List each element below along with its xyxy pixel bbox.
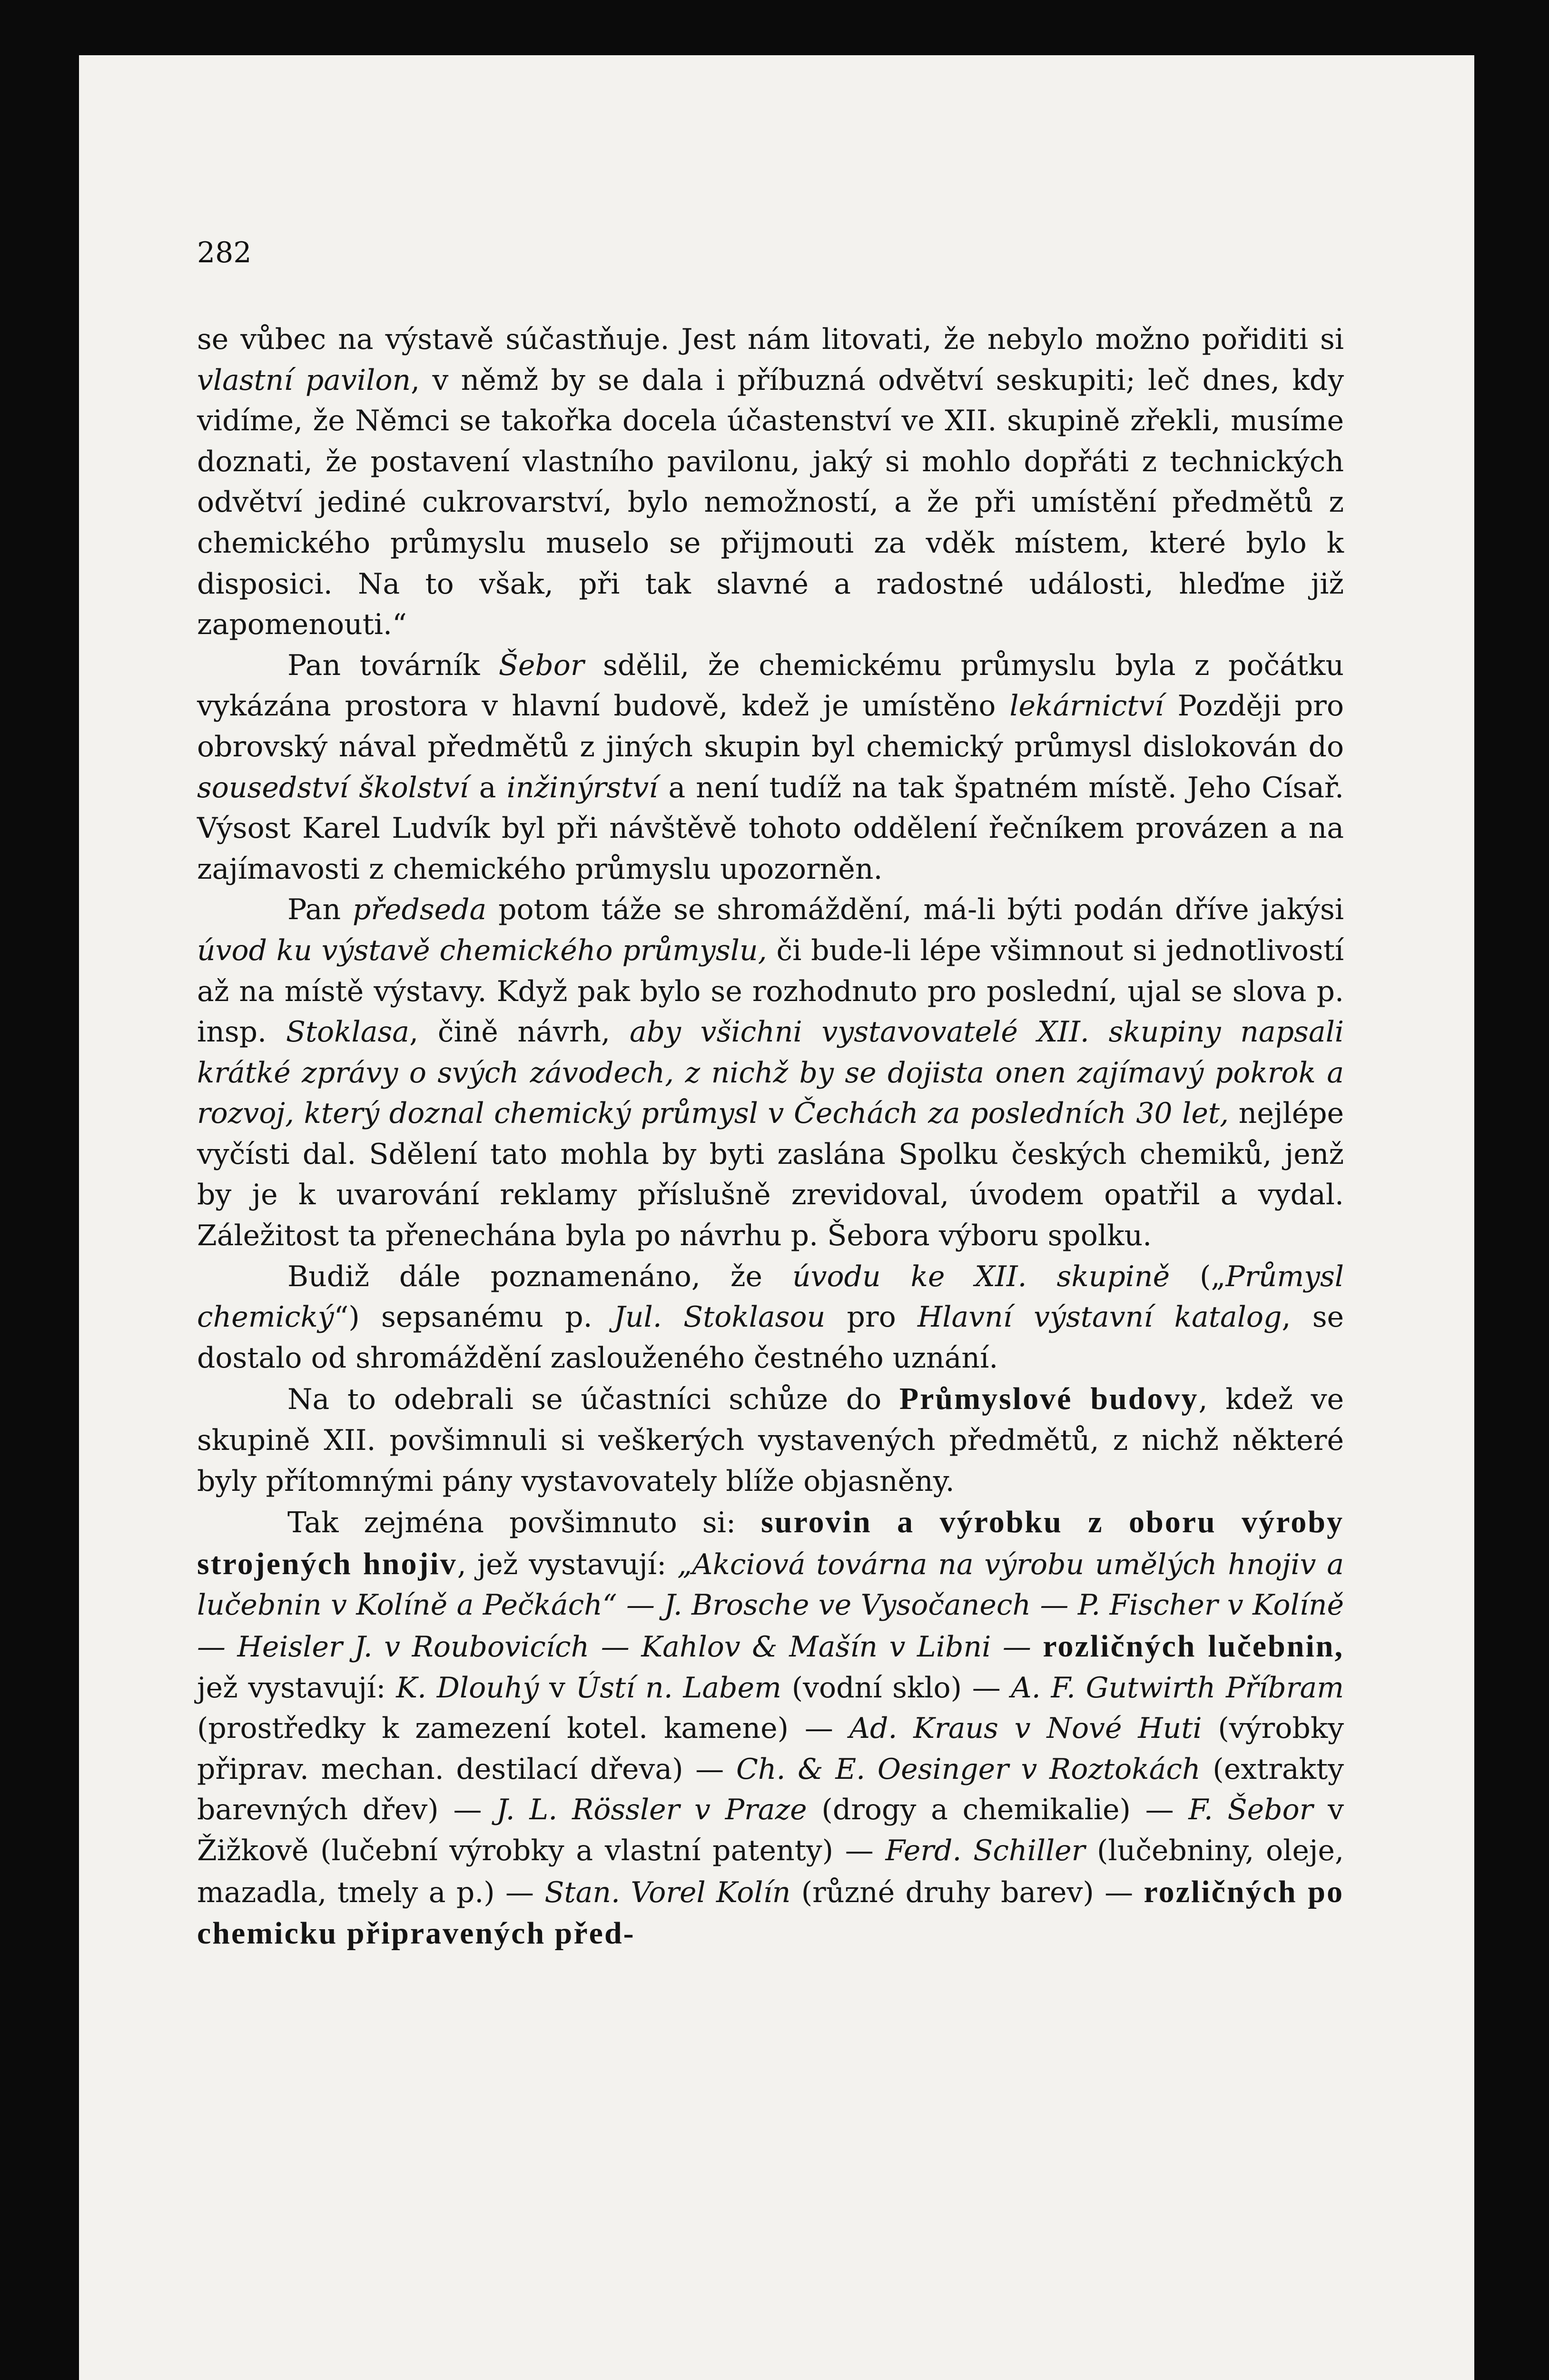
text-run: , čině návrh, [409, 1015, 630, 1049]
text-run: (drogy a chemikalie) — [807, 1793, 1189, 1827]
text-run: nejlépe vyčísti dal. Sdělení tato mohla by byti zaslána Spolku českých chemiků, jenž by je k uvarování reklamy příslušně zrevidoval, úvodem opatřil a vydal. Záležitost ta přenechána byla po návrhu p. Šebora výboru spolku. [197, 1097, 1344, 1253]
text-run: jež vystavují: [197, 1671, 396, 1705]
text-run: (prostředky k zamezení kotel. kamene) — [197, 1712, 849, 1745]
italic-text: předseda [352, 893, 487, 927]
italic-text: Hlavní výstavní katalog [917, 1300, 1282, 1334]
italic-text: Ad. Kraus v Nové Huti [849, 1712, 1202, 1745]
text-run: (různé druhy barev) — [790, 1875, 1144, 1909]
italic-text: J. L. Rössler v Praze [496, 1793, 807, 1827]
text-run: (vodní sklo) — [781, 1671, 1011, 1705]
text-run: Tak zejména povšimnuto si: [287, 1506, 761, 1540]
italic-text: vlastní pavilon [197, 363, 411, 397]
paragraph [197, 1257, 1344, 1379]
italic-text: Ferd. Schiller [885, 1834, 1085, 1867]
text-run: “) sepsanému p. [334, 1300, 614, 1334]
paragraph [197, 1378, 1344, 1502]
text-run: Na to odebrali se účastníci schůze do [287, 1383, 899, 1417]
text-run: , v němž by se dala i příbuzná odvětví seskupiti; leč dnes, kdy vidíme, že Němci se takořka docela účastenství ve XII. skupině zřekli, musíme doznati, že postavení vlastního pavilonu, jaký si mohlo dopřáti z technických odvětví jediné cukrovarství, bylo nemožností, a že při umístění předmětů z chemického průmyslu muselo se přijmouti za vděk místem, které bylo k disposici. Na to však, při tak slavné a radostné události, hleďme již zapomenouti.“ [197, 363, 1344, 642]
italic-text: Ústí n. Labem [575, 1671, 781, 1705]
text-run: (extrakty barevných dřev) — [197, 1752, 1344, 1827]
bold-text: Průmyslové budovy [899, 1381, 1199, 1417]
text-run: Budiž dále poznamenáno, že [287, 1259, 792, 1293]
text-run: se vůbec na výstavě súčastňuje. Jest nám litovati, že nebylo možno pořiditi si [197, 323, 1344, 356]
italic-text: K. Dlouhý [396, 1671, 539, 1705]
italic-text: Ch. & E. Oesinger v Roztokách [736, 1752, 1201, 1786]
text-run: (výrobky připrav. mechan. destilací dřeva) — [197, 1712, 1344, 1786]
text-run: potom táže se shromáždění, má-li býti podán dříve jakýsi [486, 893, 1344, 927]
italic-text: Stan. Vorel Kolín [544, 1875, 791, 1909]
text-run [1031, 1630, 1043, 1664]
text-run: , se dostalo od shromáždění zaslouženého čestného uznání. [197, 1300, 1344, 1375]
paragraph [197, 1502, 1344, 1955]
paragraph [197, 645, 1344, 890]
text-run: , kdež ve skupině XII. povšimnuli si veškerých vystavených předmětů, z nichž některé byly přítomnými pány vystavovately blíže objasněny. [197, 1383, 1344, 1498]
text-run: (lučebniny, oleje, mazadla, tmely a p.) — [197, 1834, 1344, 1909]
italic-text: „Akciová továrna na výrobu umělých hnojiv a lučebnin v Kolíně a Pečkách“ — J. Brosche ve Vysočanech — P. Fischer v Kolíně — Heisler J. v Roubovicích — Kahlov & Mašín v Libni — [197, 1547, 1344, 1664]
text-run: Později pro obrovský nával předmětů z jiných skupin byl chemický průmysl dislokován do [197, 689, 1344, 764]
italic-text: A. F. Gutwirth Příbram [1011, 1671, 1344, 1705]
italic-text: F. Šebor [1188, 1793, 1313, 1827]
text-run: a [468, 771, 507, 804]
italic-text: inžinýrství [506, 771, 658, 804]
text-run: a není tudíž na tak špatném místě. Jeho Císař. Výsost Karel Ludvík byl při návštěvě tohoto oddělení řečníkem provázen a na zajímavosti z chemického průmyslu upozorněn. [197, 771, 1344, 886]
italic-text: úvodu ke XII. skupině [792, 1259, 1170, 1293]
paragraph [197, 319, 1344, 645]
text-run: Pan továrník [287, 648, 499, 682]
text-run: , jež vystavují: [457, 1547, 678, 1581]
page-number: 282 [197, 236, 252, 269]
bold-text: surovin a výrobku z oboru výroby strojených hnojiv [197, 1505, 1344, 1581]
italic-text: aby všichni vystavovatelé XII. skupiny napsali krátké zprávy o svých závodech, z nichž by se dojista onen zajímavý pokrok a rozvoj, který doznal chemický průmysl v Čechách za posledních 30 let, [197, 1015, 1344, 1130]
text-run: v Žižkově (lučební výrobky a vlastní patenty) — [197, 1793, 1344, 1867]
italic-text: Průmysl chemický [197, 1259, 1344, 1334]
italic-text: úvod ku výstavě chemického průmyslu, [197, 933, 767, 967]
text-run: Pan [287, 893, 353, 927]
paragraph [197, 890, 1344, 1256]
text-run: v [539, 1671, 576, 1705]
book-page [79, 55, 1474, 2380]
bold-text: rozličných lučebnin, [1043, 1629, 1344, 1664]
italic-text: Šebor [498, 648, 584, 682]
text-run: sdělil, že chemickému průmyslu byla z počátku vykázána prostora v hlavní budově, kdež je umístěno [197, 648, 1344, 723]
body-text [197, 319, 1344, 1955]
italic-text: sousedství školství [197, 771, 469, 804]
italic-text: Jul. Stoklasou [613, 1300, 826, 1334]
text-run: či bude-li lépe všimnout si jednotlivostí až na místě výstavy. Když pak bylo se rozhodnuto pro poslední, ujal se slova p. insp. [197, 933, 1344, 1049]
bold-text: rozličných po chemicku připravených před- [197, 1874, 1344, 1951]
italic-text: lekárnictví [1009, 689, 1164, 723]
text-run: pro [825, 1300, 918, 1334]
italic-text: Stoklasa [286, 1015, 410, 1049]
text-run: („ [1170, 1259, 1226, 1293]
